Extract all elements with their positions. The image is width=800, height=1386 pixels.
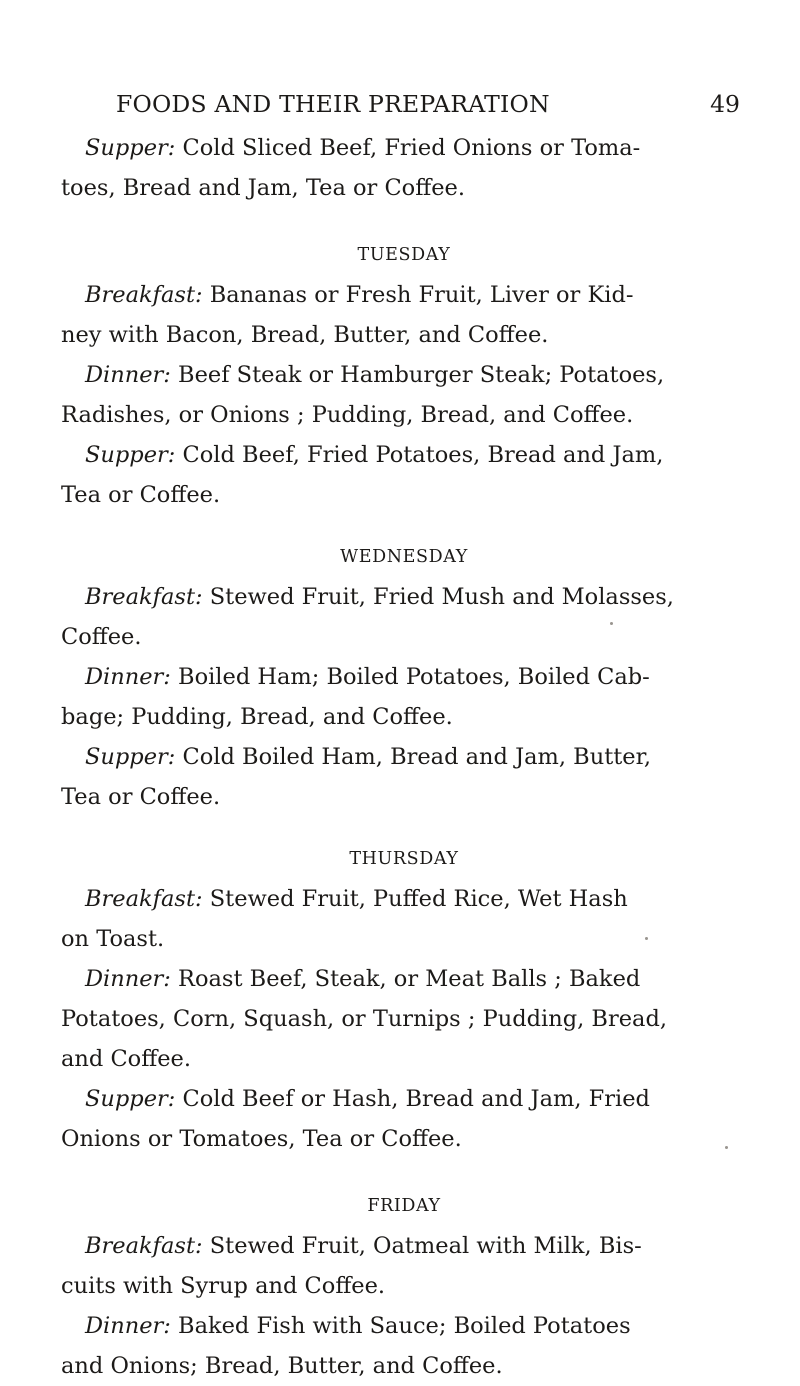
breakfast-label: Breakfast: xyxy=(85,886,203,912)
menu-text-line: Onions or Tomatoes, Tea or Coffee. xyxy=(61,1126,462,1152)
menu-text-line: Baked Fish with Sauce; Boiled Potatoes xyxy=(178,1313,631,1339)
menu-text-line: Bananas or Fresh Fruit, Liver or Kid- xyxy=(209,282,634,308)
thursday-supper-line-1 xyxy=(61,1079,741,1119)
thursday-breakfast-line-1 xyxy=(61,879,741,919)
menu-text-line: Cold Sliced Beef, Fried Onions or Toma- xyxy=(182,135,641,161)
running-title: FOODS AND THEIR PREPARATION xyxy=(116,90,550,118)
dinner-label: Dinner: xyxy=(85,664,171,690)
menu-text-line: Boiled Ham; Boiled Potatoes, Boiled Cab- xyxy=(178,664,650,690)
menu-text-line: on Toast. xyxy=(61,926,165,952)
supper-label: Supper: xyxy=(85,442,176,468)
menu-text-line: and Onions; Bread, Butter, and Coffee. xyxy=(61,1353,503,1379)
menu-text-line: Cold Beef, Fried Potatoes, Bread and Jam, xyxy=(182,442,664,468)
day-heading-tuesday: TUESDAY xyxy=(357,245,451,265)
dinner-label: Dinner: xyxy=(85,966,171,992)
menu-text-line: and Coffee. xyxy=(61,1046,191,1072)
friday-breakfast-line-1 xyxy=(61,1226,741,1266)
menu-text-line: cuits with Syrup and Coffee. xyxy=(61,1273,386,1299)
menu-text-line: Stewed Fruit, Fried Mush and Molasses, xyxy=(209,584,674,610)
wednesday-dinner-line-1 xyxy=(61,657,741,697)
menu-text-line: Beef Steak or Hamburger Steak; Potatoes, xyxy=(178,362,665,388)
running-head xyxy=(116,90,740,130)
day-heading-friday: FRIDAY xyxy=(367,1196,441,1216)
page-number: 49 xyxy=(710,90,740,118)
menu-text xyxy=(61,128,741,1386)
menu-text-line: Cold Beef or Hash, Bread and Jam, Fried xyxy=(182,1086,650,1112)
wednesday-supper-line-1 xyxy=(61,737,741,777)
thursday-dinner-line-1 xyxy=(61,959,741,999)
dinner-label: Dinner: xyxy=(85,1313,171,1339)
paper-speck xyxy=(725,1146,728,1149)
tuesday-breakfast-line-1 xyxy=(61,275,741,315)
menu-text-line: Stewed Fruit, Puffed Rice, Wet Hash xyxy=(209,886,628,912)
menu-text-line: bage; Pudding, Bread, and Coffee. xyxy=(61,704,453,730)
supper-label: Supper: xyxy=(85,135,176,161)
dinner-label: Dinner: xyxy=(85,362,171,388)
menu-text-line: Roast Beef, Steak, or Meat Balls ; Baked xyxy=(178,966,641,992)
supper-label: Supper: xyxy=(85,744,176,770)
breakfast-label: Breakfast: xyxy=(85,282,203,308)
paper-speck xyxy=(610,622,613,625)
day-heading-thursday: THURSDAY xyxy=(349,849,459,869)
menu-text-line: Tea or Coffee. xyxy=(61,784,221,810)
supper-label: Supper: xyxy=(85,1086,176,1112)
menu-text-line: Cold Boiled Ham, Bread and Jam, Butter, xyxy=(182,744,652,770)
menu-text-line: ney with Bacon, Bread, Butter, and Coffee. xyxy=(61,322,549,348)
breakfast-label: Breakfast: xyxy=(85,584,203,610)
friday-dinner-line-1 xyxy=(61,1306,741,1346)
paper-speck xyxy=(645,937,648,940)
monday-supper-line-1 xyxy=(61,128,741,168)
menu-text-line: Radishes, or Onions ; Pudding, Bread, and Coffee. xyxy=(61,402,634,428)
menu-text-line: Coffee. xyxy=(61,624,142,650)
tuesday-supper-line-1 xyxy=(61,435,741,475)
menu-text-line: toes, Bread and Jam, Tea or Coffee. xyxy=(61,175,465,201)
menu-text-line: Potatoes, Corn, Squash, or Turnips ; Pudding, Bread, xyxy=(61,1006,667,1032)
menu-text-line: Stewed Fruit, Oatmeal with Milk, Bis- xyxy=(209,1233,642,1259)
menu-text-line: Tea or Coffee. xyxy=(61,482,221,508)
day-heading-wednesday: WEDNESDAY xyxy=(340,547,468,567)
breakfast-label: Breakfast: xyxy=(85,1233,203,1259)
tuesday-dinner-line-1 xyxy=(61,355,741,395)
wednesday-breakfast-line-1 xyxy=(61,577,741,617)
